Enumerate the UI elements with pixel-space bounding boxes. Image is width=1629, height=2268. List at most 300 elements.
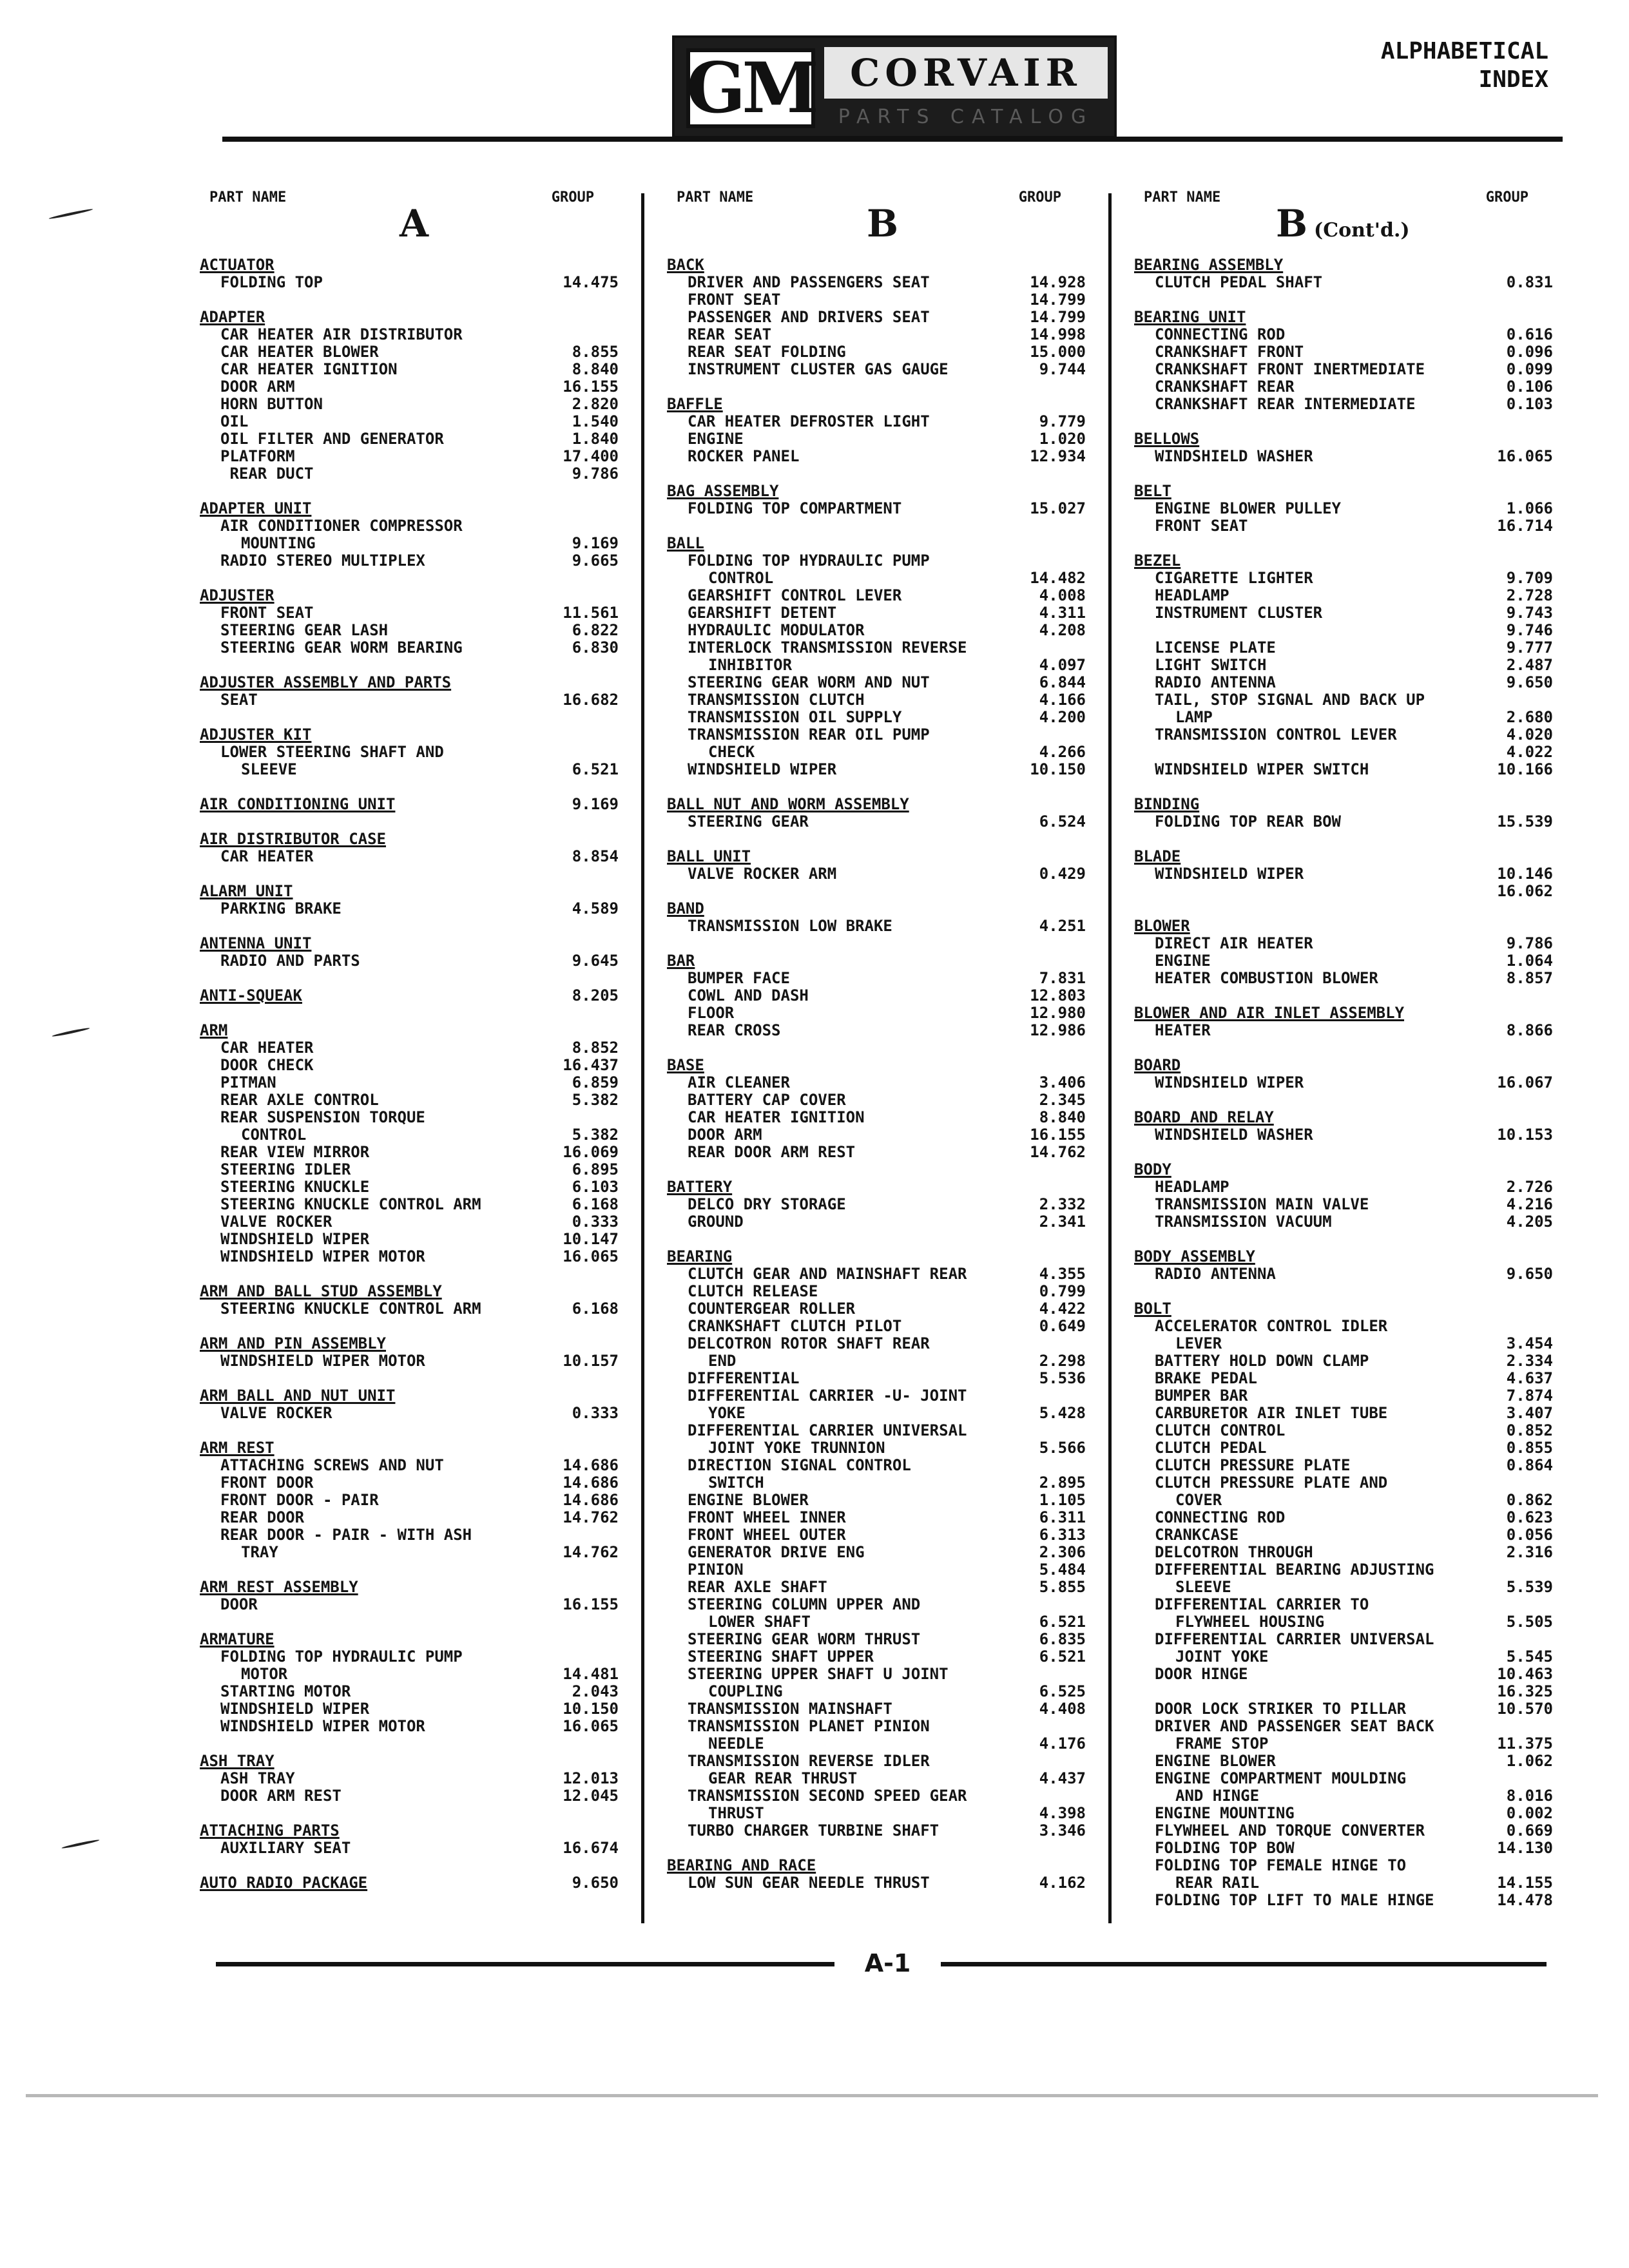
group-number <box>1482 1561 1553 1579</box>
index-entry-row <box>200 691 619 709</box>
part-name: SEAT <box>220 691 258 709</box>
part-name: HEADLAMP <box>1155 586 1229 604</box>
part-name: DIFFERENTIAL CARRIER TO <box>1155 1595 1369 1613</box>
group-number: 16.069 <box>563 1143 619 1161</box>
group-number <box>1015 1057 1086 1074</box>
group-number <box>1015 483 1086 500</box>
part-name: FLYWHEEL AND TORQUE CONVERTER <box>1155 1821 1425 1840</box>
group-number: 2.341 <box>1039 1213 1086 1231</box>
part-heading: AIR CONDITIONING UNIT <box>200 795 396 813</box>
group-number: 8.854 <box>572 847 619 865</box>
index-column-b <box>667 186 1086 1909</box>
scan-mark <box>52 1027 90 1037</box>
index-entry-row <box>1134 1579 1553 1596</box>
index-entry-row <box>667 1196 1086 1213</box>
part-name: JOINT YOKE <box>1175 1648 1269 1666</box>
part-name: CIGARETTE LIGHTER <box>1155 569 1313 587</box>
index-section <box>200 1579 619 1613</box>
part-name: LOWER STEERING SHAFT AND <box>220 743 444 761</box>
index-entry-row <box>667 1526 1086 1544</box>
group-number <box>1482 1718 1553 1735</box>
part-name: CRANKSHAFT FRONT <box>1155 343 1304 361</box>
index-entry-row <box>667 1022 1086 1039</box>
part-heading: BAND <box>667 899 704 918</box>
index-section <box>200 831 619 865</box>
index-entry-row <box>1134 1544 1553 1561</box>
index-section <box>667 535 1086 778</box>
group-number: 6.521 <box>1039 1613 1086 1631</box>
index-entry-row <box>200 1091 619 1109</box>
part-name: END <box>708 1352 737 1370</box>
group-number: 14.762 <box>563 1508 619 1526</box>
index-entry-row <box>1134 709 1553 726</box>
index-entry-row <box>667 1439 1086 1457</box>
part-name: DIRECTION SIGNAL CONTROL <box>688 1456 911 1474</box>
group-number <box>1015 1666 1086 1683</box>
index-entries <box>667 256 1086 1892</box>
index-entry-row <box>667 413 1086 430</box>
index-entry-row <box>200 1178 619 1196</box>
group-number: 0.103 <box>1506 395 1553 413</box>
part-heading: ARM AND PIN ASSEMBLY <box>200 1334 386 1352</box>
index-entry-row <box>1134 1457 1553 1474</box>
group-number: 4.162 <box>1039 1874 1086 1892</box>
part-name: BATTERY HOLD DOWN CLAMP <box>1155 1352 1369 1370</box>
part-name: FRONT WHEEL OUTER <box>688 1526 846 1544</box>
index-entry-row <box>1134 970 1553 987</box>
index-entry-row <box>200 274 619 291</box>
index-entry-row <box>667 622 1086 639</box>
index-entry-row <box>200 1144 619 1161</box>
continued-label: (Cont'd.) <box>1314 219 1410 242</box>
group-number: 10.146 <box>1497 865 1553 883</box>
group-number <box>1482 1857 1553 1874</box>
index-section <box>1134 1057 1553 1091</box>
index-heading-row <box>200 1335 619 1352</box>
part-name: REAR DOOR ARM REST <box>688 1143 856 1161</box>
group-number: 8.840 <box>572 360 619 378</box>
index-entry-row <box>667 1265 1086 1283</box>
part-name: FRONT SEAT <box>220 604 314 622</box>
part-name: MOTOR <box>241 1665 288 1683</box>
group-number <box>1015 1335 1086 1352</box>
group-number: 9.777 <box>1506 639 1553 657</box>
column-divider-1 <box>641 193 644 1923</box>
part-name: DOOR ARM <box>220 378 295 396</box>
part-name: FRAME STOP <box>1175 1735 1269 1753</box>
index-heading-row <box>667 900 1086 918</box>
part-name: REAR DOOR <box>220 1508 305 1526</box>
group-number: 6.844 <box>1039 673 1086 691</box>
group-number <box>1015 1787 1086 1805</box>
part-heading: BODY ASSEMBLY <box>1134 1247 1255 1265</box>
index-section <box>667 848 1086 883</box>
part-name: FOLDING TOP BOW <box>1155 1839 1295 1857</box>
index-heading-row <box>667 256 1086 274</box>
index-entry-row <box>200 1352 619 1370</box>
index-heading-row <box>667 535 1086 552</box>
part-name: ASH TRAY <box>220 1769 295 1787</box>
part-name: CLUTCH PRESSURE PLATE AND <box>1155 1474 1388 1492</box>
index-entry-row <box>200 744 619 761</box>
index-entry-row <box>667 970 1086 987</box>
index-entry-row <box>667 1474 1086 1492</box>
group-number: 9.650 <box>1506 1265 1553 1283</box>
group-number: 16.325 <box>1497 1682 1553 1700</box>
index-entry-row <box>1134 1335 1553 1352</box>
page-number: A-1 <box>864 1949 911 1977</box>
index-entry-row <box>667 343 1086 361</box>
index-entry-row <box>667 657 1086 674</box>
part-name: STEERING GEAR WORM BEARING <box>220 639 463 657</box>
index-entry-row <box>200 1666 619 1683</box>
index-heading-row <box>667 848 1086 865</box>
group-number: 7.831 <box>1039 969 1086 987</box>
part-heading: BEARING <box>667 1247 733 1265</box>
index-entry-row <box>667 1683 1086 1700</box>
group-number: 14.475 <box>563 273 619 291</box>
group-number: 9.665 <box>572 552 619 570</box>
group-number <box>1482 1057 1553 1074</box>
catalog-subtitle: PARTS CATALOG <box>838 105 1094 128</box>
part-name: CRANKSHAFT REAR <box>1155 378 1295 396</box>
part-name: INHIBITOR <box>708 656 793 674</box>
group-number: 0.333 <box>572 1404 619 1422</box>
index-entry-row <box>667 1004 1086 1022</box>
part-name: TRANSMISSION MAIN VALVE <box>1155 1195 1369 1213</box>
group-number: 3.454 <box>1506 1334 1553 1352</box>
group-number <box>548 1283 619 1300</box>
index-entry-row <box>667 604 1086 622</box>
part-name: CHECK <box>708 743 755 761</box>
part-name: STEERING GEAR WORM THRUST <box>688 1630 921 1648</box>
part-name: STEERING KNUCKLE CONTROL ARM <box>220 1300 481 1318</box>
index-entry-row <box>1134 1492 1553 1509</box>
part-name: WINDSHIELD WASHER <box>1155 447 1313 465</box>
part-name: CLUTCH PEDAL SHAFT <box>1155 273 1323 291</box>
index-entry-row <box>1134 744 1553 761</box>
group-number <box>1482 1631 1553 1648</box>
index-entry-row <box>667 1091 1086 1109</box>
index-heading-row <box>200 1631 619 1648</box>
part-name: FRONT DOOR <box>220 1474 314 1492</box>
group-number: 1.540 <box>572 412 619 430</box>
group-number: 12.980 <box>1030 1004 1086 1022</box>
part-name: PITMAN <box>220 1073 276 1091</box>
index-section <box>667 1248 1086 1840</box>
part-name: ENGINE BLOWER <box>1155 1752 1276 1770</box>
index-entry-row <box>667 761 1086 778</box>
group-number: 2.316 <box>1506 1543 1553 1561</box>
gm-logo-text: GM <box>686 48 815 129</box>
index-heading-row <box>667 952 1086 970</box>
group-number: 16.674 <box>563 1839 619 1857</box>
part-name: CARBURETOR AIR INLET TUBE <box>1155 1404 1388 1422</box>
index-entry-row <box>1134 1178 1553 1196</box>
group-number: 2.726 <box>1506 1178 1553 1196</box>
group-number: 8.855 <box>572 343 619 361</box>
part-heading: ARM REST <box>200 1439 275 1457</box>
index-entry-row <box>667 1700 1086 1718</box>
index-section <box>200 1753 619 1805</box>
group-number: 9.779 <box>1039 412 1086 430</box>
group-number: 4.176 <box>1039 1735 1086 1753</box>
group-number: 0.864 <box>1506 1456 1553 1474</box>
group-number: 10.150 <box>563 1700 619 1718</box>
part-name: MOUNTING <box>241 534 316 552</box>
group-number <box>548 326 619 343</box>
index-title <box>1381 37 1548 94</box>
index-entry-row <box>667 1805 1086 1822</box>
group-number: 10.570 <box>1497 1700 1553 1718</box>
index-entry-row <box>667 1753 1086 1770</box>
group-number: 9.746 <box>1506 621 1553 639</box>
group-number <box>548 1526 619 1544</box>
index-entry-row <box>200 1700 619 1718</box>
column-header <box>667 186 1086 256</box>
part-name: AIR CONDITIONER COMPRESSOR <box>220 517 463 535</box>
part-name: BUMPER BAR <box>1155 1387 1248 1405</box>
index-entry-row <box>200 622 619 639</box>
group-number <box>1015 396 1086 413</box>
index-heading-row <box>200 1022 619 1039</box>
group-number: 0.831 <box>1506 273 1553 291</box>
group-number: 6.521 <box>572 760 619 778</box>
part-name: DOOR <box>220 1595 258 1613</box>
index-entry-row <box>667 1718 1086 1735</box>
part-heading: ALARM UNIT <box>200 882 293 900</box>
part-name: DOOR ARM REST <box>220 1787 342 1805</box>
index-entry-row <box>1134 1857 1553 1874</box>
group-number: 14.686 <box>563 1474 619 1492</box>
group-number: 10.150 <box>1030 760 1086 778</box>
part-name: LOW SUN GEAR NEEDLE THRUST <box>688 1874 930 1892</box>
part-name: TRANSMISSION CONTROL LEVER <box>1155 726 1397 744</box>
group-number <box>1015 552 1086 570</box>
index-heading-row <box>667 1857 1086 1874</box>
part-name: DOOR LOCK STRIKER TO PILLAR <box>1155 1700 1407 1718</box>
group-number: 12.803 <box>1030 986 1086 1004</box>
group-number <box>1482 1318 1553 1335</box>
index-entry-row <box>1134 1526 1553 1544</box>
index-entry-row <box>667 570 1086 587</box>
group-number <box>1015 1422 1086 1439</box>
index-entry-row <box>667 361 1086 378</box>
part-name: TRAY <box>241 1543 278 1561</box>
index-entry-row <box>200 1492 619 1509</box>
group-number: 10.153 <box>1497 1126 1553 1144</box>
index-entry-row <box>1134 274 1553 291</box>
part-name: INSTRUMENT CLUSTER <box>1155 604 1323 622</box>
part-name: TRANSMISSION REAR OIL PUMP <box>688 726 930 744</box>
part-name: TRANSMISSION VACUUM <box>1155 1213 1332 1231</box>
part-name: PARKING BRAKE <box>220 899 342 918</box>
group-number: 2.043 <box>572 1682 619 1700</box>
index-entry-row <box>200 1648 619 1666</box>
part-heading: AUTO RADIO PACKAGE <box>200 1874 368 1892</box>
part-heading: BOLT <box>1134 1300 1171 1318</box>
group-number: 5.382 <box>572 1091 619 1109</box>
part-name: STEERING IDLER <box>220 1160 351 1178</box>
part-name: SLEEVE <box>1175 1578 1231 1596</box>
index-entry-row <box>667 1213 1086 1231</box>
part-name: AIR CLEANER <box>688 1073 790 1091</box>
index-entry-row <box>200 848 619 865</box>
group-number: 8.205 <box>572 986 619 1004</box>
group-number: 8.857 <box>1506 969 1553 987</box>
group-number: 15.000 <box>1030 343 1086 361</box>
part-name: CAR HEATER <box>220 847 314 865</box>
part-name: LOWER SHAFT <box>708 1613 811 1631</box>
part-name: CAR HEATER AIR DISTRIBUTOR <box>220 325 463 343</box>
group-number: 2.332 <box>1039 1195 1086 1213</box>
group-number: 17.400 <box>563 447 619 465</box>
part-name <box>1134 622 1482 639</box>
group-number <box>548 744 619 761</box>
group-number: 4.437 <box>1039 1769 1086 1787</box>
part-name: STEERING KNUCKLE <box>220 1178 370 1196</box>
index-entries <box>1134 256 1553 1909</box>
part-name: CLUTCH CONTROL <box>1155 1421 1286 1439</box>
group-number: 14.762 <box>563 1543 619 1561</box>
index-entry-row <box>667 987 1086 1004</box>
group-number: 0.002 <box>1506 1804 1553 1822</box>
part-name: FRONT SEAT <box>1155 517 1248 535</box>
index-entry-row <box>1134 726 1553 744</box>
index-heading-row <box>1134 1004 1553 1022</box>
group-number: 4.008 <box>1039 586 1086 604</box>
group-number <box>548 883 619 900</box>
index-heading-row <box>200 987 619 1004</box>
index-heading-row <box>200 883 619 900</box>
index-entry-row <box>1134 813 1553 831</box>
index-heading-row <box>667 1248 1086 1265</box>
group-number: 8.016 <box>1506 1787 1553 1805</box>
group-number <box>1482 1109 1553 1126</box>
index-entry-row <box>200 1109 619 1126</box>
part-name: PINION <box>688 1561 744 1579</box>
group-number: 14.928 <box>1030 273 1086 291</box>
index-heading-row <box>667 396 1086 413</box>
group-number <box>1015 1387 1086 1405</box>
group-number: 9.786 <box>572 465 619 483</box>
group-number: 6.822 <box>572 621 619 639</box>
index-entry-row <box>1134 674 1553 691</box>
index-heading-row <box>1134 1300 1553 1318</box>
group-number: 4.251 <box>1039 917 1086 935</box>
group-number: 5.428 <box>1039 1404 1086 1422</box>
group-number <box>1482 309 1553 326</box>
index-section <box>667 1857 1086 1892</box>
group-number: 4.355 <box>1039 1265 1086 1283</box>
index-entry-row <box>1134 883 1553 900</box>
group-number <box>1015 726 1086 744</box>
group-number: 4.311 <box>1039 604 1086 622</box>
index-entry-row <box>1134 1735 1553 1753</box>
part-heading: ADAPTER <box>200 308 265 326</box>
part-name: SWITCH <box>708 1474 764 1492</box>
group-number: 4.422 <box>1039 1300 1086 1318</box>
group-number: 5.855 <box>1039 1578 1086 1596</box>
part-name: VALVE ROCKER <box>220 1404 333 1422</box>
part-name: FLYWHEEL HOUSING <box>1175 1613 1325 1631</box>
part-heading: BELLOWS <box>1134 430 1200 448</box>
part-name: ATTACHING SCREWS AND NUT <box>220 1456 444 1474</box>
group-number: 2.306 <box>1039 1543 1086 1561</box>
index-entry-row <box>667 1666 1086 1683</box>
index-entry-row <box>200 465 619 483</box>
index-entry-row <box>200 1300 619 1318</box>
group-number <box>1015 1178 1086 1196</box>
part-name: RADIO AND PARTS <box>220 952 360 970</box>
index-section <box>667 483 1086 517</box>
part-name: ROCKER PANEL <box>688 447 800 465</box>
group-number <box>1482 691 1553 709</box>
part-name: WINDSHIELD WIPER <box>1155 1073 1304 1091</box>
index-entry-row <box>200 1231 619 1248</box>
part-name: GEAR REAR THRUST <box>708 1769 858 1787</box>
part-name: REAR VIEW MIRROR <box>220 1143 370 1161</box>
index-heading-row <box>200 1822 619 1840</box>
group-number: 1.062 <box>1506 1752 1553 1770</box>
group-number <box>548 1822 619 1840</box>
index-entry-row <box>200 413 619 430</box>
part-name: LEVER <box>1175 1334 1222 1352</box>
group-number: 4.200 <box>1039 708 1086 726</box>
group-number <box>1482 918 1553 935</box>
group-header: GROUP <box>551 189 594 206</box>
part-name: REAR DUCT <box>220 465 314 483</box>
group-number: 1.840 <box>572 430 619 448</box>
part-name: VALVE ROCKER <box>220 1213 333 1231</box>
index-section <box>1134 483 1553 535</box>
index-entry-row <box>200 326 619 343</box>
group-number: 16.155 <box>563 378 619 396</box>
group-number: 3.346 <box>1039 1821 1086 1840</box>
index-entry-row <box>1134 1666 1553 1683</box>
part-name: FOLDING TOP REAR BOW <box>1155 812 1341 831</box>
group-number: 0.616 <box>1506 325 1553 343</box>
index-entries <box>200 256 619 1892</box>
part-name: TRANSMISSION REVERSE IDLER <box>688 1752 930 1770</box>
index-entry-row <box>200 1526 619 1544</box>
index-entry-row <box>1134 1892 1553 1909</box>
part-name: CLUTCH PEDAL <box>1155 1439 1267 1457</box>
index-entry-row <box>667 1613 1086 1631</box>
group-number: 14.799 <box>1030 291 1086 309</box>
part-heading: ATTACHING PARTS <box>200 1821 340 1840</box>
index-entry-row <box>1134 1213 1553 1231</box>
index-section <box>200 1022 619 1265</box>
part-name: WINDSHIELD WIPER <box>220 1230 370 1248</box>
part-name-header: PART NAME <box>677 189 754 206</box>
group-number: 8.866 <box>1506 1021 1553 1039</box>
group-number <box>548 935 619 952</box>
part-name: LICENSE PLATE <box>1155 639 1276 657</box>
index-entry-row <box>1134 1509 1553 1526</box>
group-number <box>1015 639 1086 657</box>
index-section <box>1134 1248 1553 1283</box>
group-number <box>1482 552 1553 570</box>
group-number: 16.067 <box>1497 1073 1553 1091</box>
index-entry-row <box>1134 1613 1553 1631</box>
index-entry-row <box>667 1561 1086 1579</box>
part-name: GROUND <box>688 1213 744 1231</box>
part-name: DELCO DRY STORAGE <box>688 1195 846 1213</box>
index-section <box>1134 918 1553 987</box>
index-entry-row <box>1134 1718 1553 1735</box>
index-entry-row <box>667 274 1086 291</box>
